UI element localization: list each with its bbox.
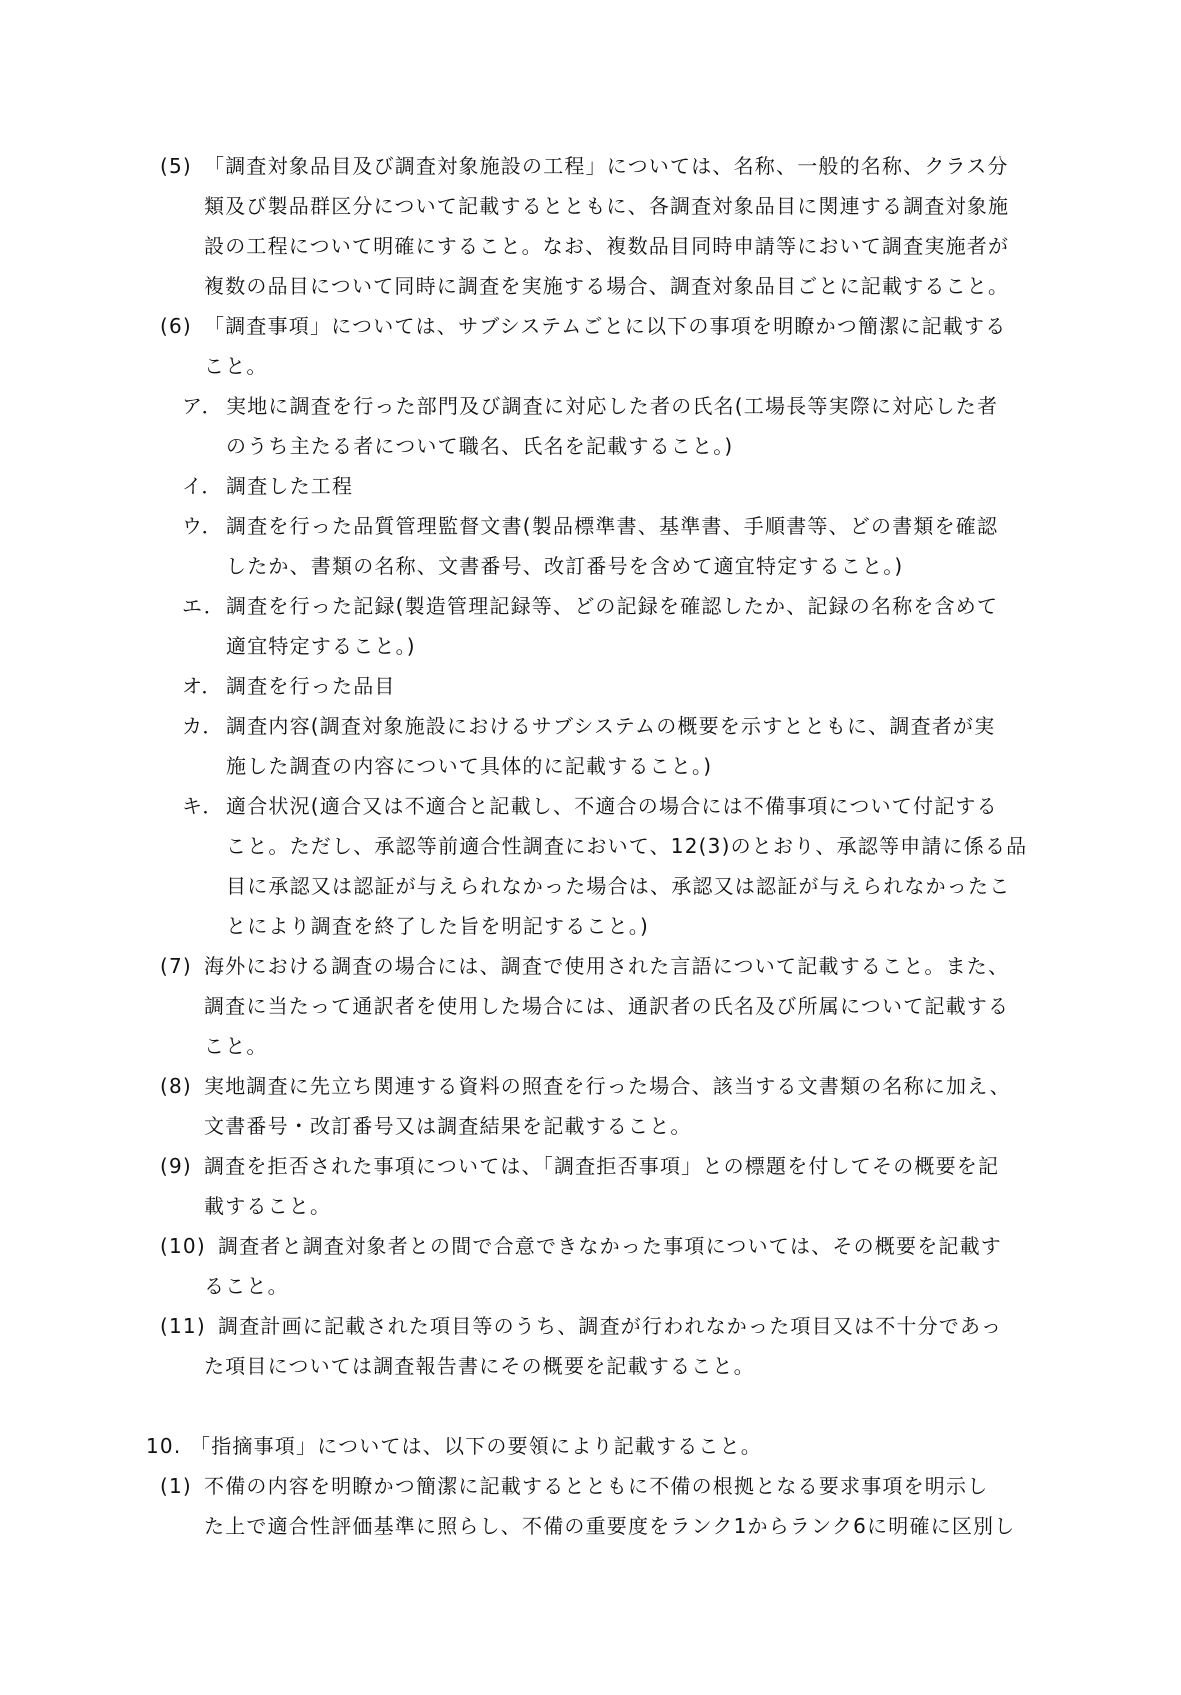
- sub-o-line-1: [182, 672, 396, 700]
- item-11-number: (11): [160, 1314, 206, 1338]
- item-6-text-1: 「調査事項」については、サブシステムごとに以下の事項を明瞭かつ簡潔に記載する: [204, 314, 1007, 338]
- section-10-item-1-line-2: た上で適合性評価基準に照らし、不備の重要度をランク1からランク6に明確に区別し: [204, 1514, 1016, 1538]
- item-5-text-1: 「調査対象品目及び調査対象施設の工程」については、名称、一般的名称、クラス分: [204, 154, 1009, 178]
- sub-ka-text-1: 調査内容(調査対象施設におけるサブシステムの概要を示すとともに、調査者が実: [226, 714, 996, 738]
- item-7-number: (7): [160, 954, 192, 978]
- item-8-line-2: 文書番号・改訂番号又は調査結果を記載すること。: [204, 1114, 692, 1138]
- item-7-line-1: [160, 952, 1009, 980]
- item-5-line-2: 類及び製品群区分について記載するとともに、各調査対象品目に関連する調査対象施: [204, 194, 1010, 218]
- sub-ki-line-1: [182, 792, 998, 820]
- item-6-line-2: こと。: [204, 354, 268, 378]
- sub-a-text-1: 実地に調査を行った部門及び調査に対応した者の氏名(工場長等実際に対応した者: [226, 394, 999, 418]
- item-11-line-1: [160, 1312, 1002, 1340]
- item-8-line-1: [160, 1072, 1011, 1100]
- item-6-number: (6): [160, 314, 192, 338]
- item-10-text-1: 調査者と調査対象者との間で合意できなかった事項については、その概要を記載す: [218, 1234, 1002, 1258]
- item-10-line-1: [160, 1232, 1002, 1260]
- sub-i-text-1: 調査した工程: [226, 474, 354, 498]
- section-10-item-1-line-1: [160, 1472, 988, 1500]
- sub-u-marker: ウ．: [182, 514, 223, 538]
- sub-ki-marker: キ．: [182, 794, 224, 818]
- item-7-line-2: 調査に当たって通訳者を使用した場合には、通訳者の氏名及び所属について記載する: [204, 994, 1010, 1018]
- sub-e-line-2: 適宜特定すること。): [226, 634, 416, 658]
- item-7-text-1: 海外における調査の場合には、調査で使用された言語について記載すること。また、: [204, 954, 1010, 978]
- sub-e-line-1: [182, 592, 998, 620]
- sub-u-text-1: 調査を行った品質管理監督文書(製品標準書、基準書、手順書等、どの書類を確認: [226, 514, 999, 538]
- item-10-number: (10): [160, 1234, 206, 1258]
- item-7-line-3: こと。: [204, 1034, 268, 1058]
- item-11-line-2: た項目については調査報告書にその概要を記載すること。: [204, 1354, 755, 1378]
- sub-ki-line-4: とにより調査を終了した旨を明記すること。): [226, 914, 650, 938]
- sub-a-marker: ア．: [182, 394, 223, 418]
- sub-i-line-1: [182, 472, 353, 500]
- sub-ka-marker: カ．: [182, 714, 224, 738]
- item-5-line-1: [160, 152, 1009, 180]
- item-9-line-2: 載すること。: [204, 1194, 332, 1218]
- item-10-line-2: ること。: [204, 1274, 289, 1298]
- sub-ka-line-2: 施した調査の内容について具体的に記載すること。): [226, 754, 713, 778]
- sub-a-line-1: [182, 392, 998, 420]
- item-8-text-1: 実地調査に先立ち関連する資料の照査を行った場合、該当する文書類の名称に加え、: [204, 1074, 1011, 1098]
- sub-ki-text-1: 適合状況(適合又は不適合と記載し、不適合の場合には不備事項について付記する: [226, 794, 998, 818]
- sub-o-text-1: 調査を行った品目: [226, 674, 396, 698]
- item-5-line-3: 設の工程について明確にすること。なお、複数品目同時申請等において調査実施者が: [204, 234, 1010, 258]
- item-5-line-4: 複数の品目について同時に調査を実施する場合、調査対象品目ごとに記載すること。: [204, 274, 1010, 298]
- section-10-item-1-number: (1): [160, 1474, 192, 1498]
- sub-ki-line-2: こと。ただし、承認等前適合性調査において、12(3)のとおり、承認等申請に係る品: [226, 834, 1028, 858]
- sub-ka-line-1: [182, 712, 995, 740]
- sub-u-line-2: したか、書類の名称、文書番号、改訂番号を含めて適宜特定すること。): [226, 554, 904, 578]
- item-9-number: (9): [160, 1154, 192, 1178]
- sub-o-marker: オ．: [182, 674, 223, 698]
- item-9-text-1: 調査を拒否された事項については、「調査拒否事項」との標題を付してその概要を記: [204, 1154, 1000, 1178]
- section-10-number: 10.: [146, 1434, 182, 1458]
- item-11-text-1: 調査計画に記載された項目等のうち、調査が行われなかった項目又は不十分であっ: [218, 1314, 1003, 1338]
- sub-ki-line-3: 目に承認又は認証が与えられなかった場合は、承認又は認証が与えられなかったこ: [226, 874, 1011, 898]
- sub-e-text-1: 調査を行った記録(製造管理記録等、どの記録を確認したか、記録の名称を含めて: [226, 594, 999, 618]
- sub-i-marker: イ．: [182, 474, 223, 498]
- section-10-item-1-text-1: 不備の内容を明瞭かつ簡潔に記載するとともに不備の根拠となる要求事項を明示し: [204, 1474, 989, 1498]
- sub-a-line-2: のうち主たる者について職名、氏名を記載すること。): [226, 434, 734, 458]
- item-9-line-1: [160, 1152, 999, 1180]
- item-6-line-1: [160, 312, 1006, 340]
- sub-u-line-1: [182, 512, 998, 540]
- section-10-heading: [146, 1432, 762, 1460]
- section-10-text: 「指摘事項」については、以下の要領により記載すること。: [190, 1434, 762, 1458]
- sub-e-marker: エ．: [182, 594, 225, 618]
- item-5-number: (5): [160, 154, 192, 178]
- item-8-number: (8): [160, 1074, 192, 1098]
